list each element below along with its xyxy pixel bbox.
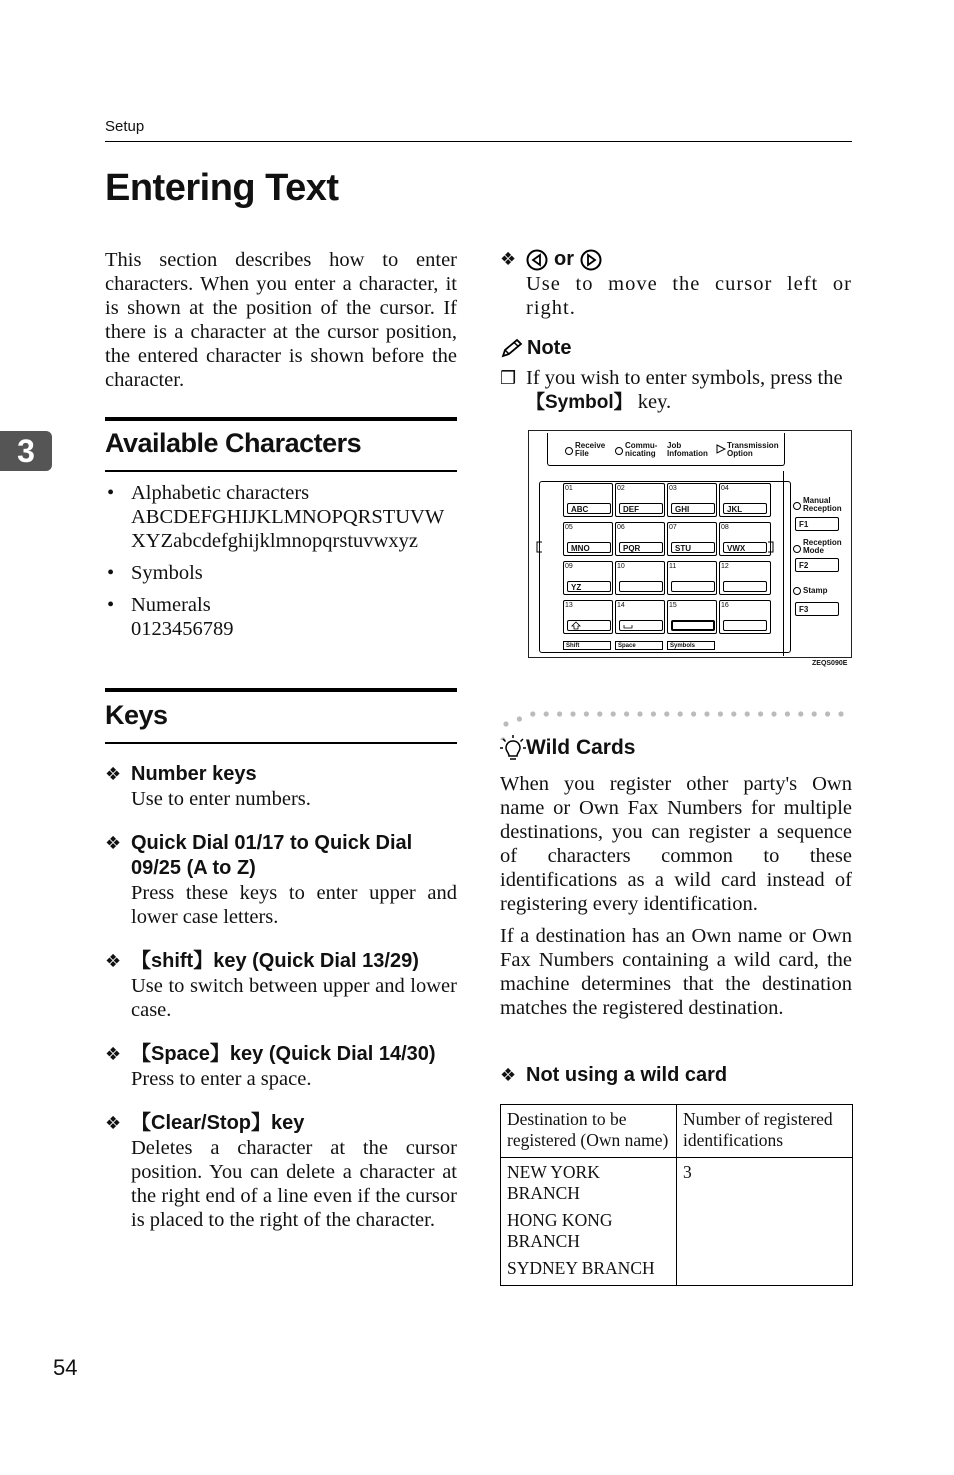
- shift-icon: [571, 621, 581, 630]
- separator-dot: [825, 711, 830, 716]
- quick-dial-key[interactable]: DEF: [619, 503, 663, 514]
- key-description: Use to enter numbers.: [131, 788, 311, 810]
- wild-card-table: [500, 1104, 853, 1286]
- diamond-bullet-icon: ❖: [500, 249, 517, 269]
- stamp-led: [793, 587, 801, 595]
- separator-dot: [785, 711, 790, 716]
- control-panel-illustration: [528, 430, 852, 658]
- left-arrow-key-icon: [526, 249, 548, 271]
- symbol-key-label: 【Symbol】: [526, 392, 633, 413]
- table-header-cell: Number of registered identifications: [677, 1105, 853, 1158]
- key-item-clear-stop: [105, 1111, 457, 1232]
- or-label: or: [554, 248, 574, 270]
- quick-dial-key[interactable]: YZ: [567, 581, 611, 592]
- slot-number: 13: [565, 602, 573, 609]
- pencil-note-icon: [500, 338, 524, 360]
- note-title: Note: [527, 337, 572, 359]
- list-item-label: Numerals: [131, 594, 211, 616]
- separator-dot: [651, 711, 656, 716]
- triangle-icon: [716, 444, 726, 454]
- slot-number: 12: [721, 563, 729, 570]
- symbols-label: Symbols: [667, 641, 715, 650]
- space-key[interactable]: [619, 620, 663, 631]
- arrow-keys-description: Use to move the cursor left or right.: [526, 273, 852, 319]
- receive-file-label: Receive File: [575, 441, 606, 458]
- wild-cards-paragraph-1: When you register other party's Own name or Own Fax Numbers for multiple destinations, you can register a sequence of characters common to these identifications as a wild card instead of registering every identification.: [500, 773, 852, 915]
- arrow-keys-item: [500, 247, 852, 320]
- slot-number: 07: [669, 524, 677, 531]
- slot-number: 02: [617, 485, 625, 492]
- key-description: Deletes a character at the cursor position. You can delete a character at the right end of a line even if the cursor is placed to the right of the character.: [131, 1137, 457, 1231]
- slot-number: 04: [721, 485, 729, 492]
- quick-dial-key[interactable]: MNO: [567, 542, 611, 553]
- slot-number: 11: [669, 563, 677, 570]
- key-heading: Quick Dial 01/17 to Quick Dial 09/25 (A to Z): [131, 832, 413, 879]
- destination-name: HONG KONG BRANCH: [507, 1210, 613, 1251]
- section-rule-bottom: [105, 470, 457, 472]
- list-item-label: Symbols: [131, 562, 203, 584]
- manual-reception-led: [793, 502, 801, 510]
- separator-dot: [798, 711, 803, 716]
- space-label: Space: [615, 641, 663, 650]
- quick-dial-key[interactable]: STU: [671, 542, 715, 553]
- list-item: • Alphabetic characters ABCDEFGHIJKLMNOPQRSTUVWXYZabcdefghijklmnopqrstuvwxyz: [105, 481, 457, 553]
- wild-cards-title: Wild Cards: [526, 736, 636, 759]
- slot-number: 16: [721, 602, 729, 609]
- chapter-tab: 3: [0, 431, 52, 471]
- symbols-key[interactable]: [671, 620, 715, 631]
- slot-number: 03: [669, 485, 677, 492]
- communicating-label: Commu- nicating: [625, 441, 658, 458]
- characters-list: [105, 481, 457, 649]
- section-title-keys: Keys: [105, 700, 168, 730]
- receive-file-led: [565, 447, 573, 455]
- quick-dial-key[interactable]: GHI: [671, 503, 715, 514]
- slot-number: 15: [669, 602, 677, 609]
- separator-dot: [570, 711, 575, 716]
- left-bracket-icon: [535, 541, 543, 553]
- list-item-label: Alphabetic characters: [131, 482, 310, 504]
- separator-dot: [544, 711, 549, 716]
- section-title-available-characters: Available Characters: [105, 428, 362, 458]
- separator-dot: [517, 716, 522, 721]
- stamp-label: Stamp: [803, 586, 828, 595]
- header-rule: [105, 141, 852, 142]
- page-title: Entering Text: [105, 167, 339, 209]
- key-heading: 【shift】key (Quick Dial 13/29): [131, 950, 419, 972]
- key-description: Use to switch between upper and lower case.: [131, 975, 457, 1021]
- key-item-space: [105, 1042, 457, 1091]
- separator-dot: [704, 711, 709, 716]
- section-rule-top: [105, 417, 457, 421]
- section-rule-top: [105, 688, 457, 692]
- slot-number: 14: [617, 602, 625, 609]
- quick-dial-key[interactable]: PQR: [619, 542, 663, 553]
- quick-dial-key[interactable]: ABC: [567, 503, 611, 514]
- note-text-before: If you wish to enter symbols, press the: [526, 367, 843, 389]
- key-heading: 【Clear/Stop】key: [131, 1112, 305, 1134]
- key-item-number-keys: [105, 762, 457, 811]
- separator-dot: [664, 711, 669, 716]
- separator-dot: [731, 711, 736, 716]
- communicating-led: [615, 447, 623, 455]
- diamond-bullet-icon: ❖: [105, 1113, 122, 1133]
- slot-number: 10: [617, 563, 625, 570]
- separator-dot: [758, 711, 763, 716]
- subhead-text: Not using a wild card: [526, 1064, 728, 1086]
- shift-key[interactable]: [567, 620, 611, 631]
- not-using-wild-card-heading: [500, 1063, 852, 1088]
- slot-number: 01: [565, 485, 573, 492]
- table-header-cell: Destination to be registered (Own name): [501, 1105, 677, 1158]
- separator-dot: [597, 711, 602, 716]
- wild-cards-heading: [500, 734, 852, 762]
- diamond-bullet-icon: ❖: [105, 951, 122, 971]
- separator-dot: [718, 711, 723, 716]
- quick-dial-key[interactable]: [723, 620, 767, 631]
- checkbox-bullet-icon: ❒: [500, 368, 517, 388]
- key-description: Press to enter a space.: [131, 1068, 312, 1090]
- separator-dot: [503, 721, 508, 726]
- key-item-shift: [105, 949, 457, 1022]
- lightbulb-icon: [500, 734, 526, 762]
- panel-divider: [783, 471, 784, 656]
- separator-dot: [557, 711, 562, 716]
- note-heading: [500, 337, 852, 360]
- separator-dot: [678, 711, 683, 716]
- key-heading: 【Space】key (Quick Dial 14/30): [131, 1043, 436, 1065]
- reception-mode-label: Reception Mode: [803, 538, 842, 555]
- f3-key: F3: [795, 602, 839, 616]
- table-cell-destinations: [501, 1158, 677, 1286]
- diamond-bullet-icon: ❖: [105, 764, 122, 784]
- key-description: Press these keys to enter upper and lower case letters.: [131, 882, 457, 928]
- figure-code: ZEQS090E: [812, 660, 848, 667]
- separator-dot: [624, 711, 629, 716]
- note-item: [500, 366, 852, 415]
- slot-number: 08: [721, 524, 729, 531]
- f2-key: F2: [795, 558, 839, 572]
- separator-dot: [637, 711, 642, 716]
- quick-dial-key[interactable]: [723, 581, 767, 592]
- quick-dial-key[interactable]: VWX: [723, 542, 767, 553]
- table-cell-count: 3: [677, 1158, 853, 1286]
- separator-dot: [611, 711, 616, 716]
- diamond-bullet-icon: ❖: [500, 1065, 517, 1085]
- note-text-after: key.: [632, 391, 672, 413]
- space-icon: [623, 621, 633, 630]
- list-item: • Symbols: [107, 562, 203, 584]
- quick-dial-key[interactable]: [619, 581, 663, 592]
- key-heading: Number keys: [131, 763, 257, 785]
- list-item-value: 0123456789: [131, 618, 234, 640]
- separator-dot: [691, 711, 696, 716]
- quick-dial-key[interactable]: JKL: [723, 503, 767, 514]
- shift-label: Shift: [563, 641, 611, 650]
- separator-dot: [838, 711, 843, 716]
- separator-dot: [584, 711, 589, 716]
- destination-name: SYDNEY BRANCH: [507, 1258, 655, 1278]
- separator-dot: [745, 711, 750, 716]
- transmission-option-label: Transmission Option: [727, 441, 779, 458]
- right-arrow-key-icon: [580, 249, 602, 271]
- manual-reception-label: Manual Reception: [803, 496, 842, 513]
- section-rule-bottom: [105, 742, 457, 744]
- f1-key: F1: [795, 517, 839, 531]
- slot-number: 06: [617, 524, 625, 531]
- key-item-quick-dial: [105, 831, 457, 929]
- table-header-row: [501, 1105, 853, 1158]
- list-item-value: ABCDEFGHIJKLMNOPQRSTUVWXYZabcdefghijklmnopqrstuvwxyz: [131, 506, 445, 552]
- job-information-label: Job Infomation: [667, 441, 708, 458]
- table-row: [501, 1158, 853, 1286]
- separator-dot: [771, 711, 776, 716]
- wild-cards-paragraph-2: If a destination has an Own name or Own Fax Numbers containing a wild card, the machine determines that the destination matches the registered destination.: [500, 925, 852, 1019]
- diamond-bullet-icon: ❖: [105, 833, 122, 853]
- page-number: 54: [53, 1355, 78, 1380]
- destination-name: NEW YORK BRANCH: [507, 1162, 600, 1203]
- diamond-bullet-icon: ❖: [105, 1044, 122, 1064]
- slot-number: 09: [565, 563, 573, 570]
- reception-mode-led: [793, 545, 801, 553]
- separator-dot: [812, 711, 817, 716]
- list-item: • Numerals 0123456789: [107, 594, 234, 640]
- intro-paragraph: This section describes how to enter characters. When you enter a character, it is shown at the position of the cursor. If there is a character at the cursor position, the entered character is shown before the character.: [105, 249, 457, 391]
- slot-number: 05: [565, 524, 573, 531]
- quick-dial-key[interactable]: [671, 581, 715, 592]
- separator-dot: [530, 711, 535, 716]
- running-head: Setup: [105, 118, 145, 135]
